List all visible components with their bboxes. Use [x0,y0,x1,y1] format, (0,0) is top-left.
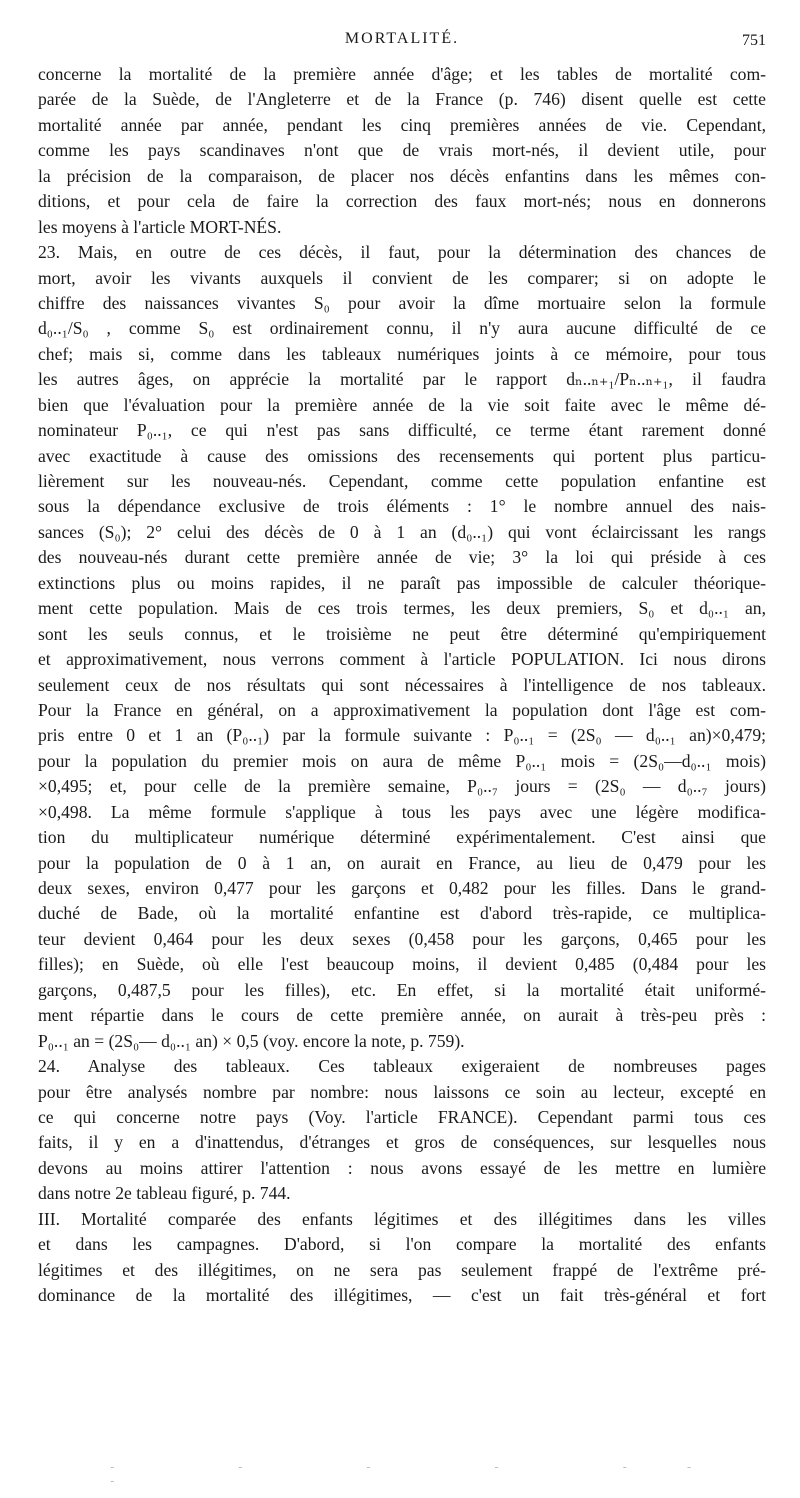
document-page [38,22,766,1308]
text-line: et approximativement, nous verrons comment à l'article POPULATION. Ici nous dirons [38,649,766,670]
text-line: des nouveau-nés durant cette première année de vie; 3° la loi qui préside à ces [38,547,766,568]
text-line: devons au moins attirer l'attention : nous avons essayé de les mettre en lumière [38,1157,766,1178]
text-line: ×0,498. La même formule s'applique à tous les pays avec une légère modifica- [38,801,766,822]
text-line: sont les seuls connus, et le troisième ne peut être déterminé qu'empiriquement [38,623,766,644]
paragraph [38,240,766,1054]
footer-smudge-marks: - - - - -- - [110,1460,752,1488]
text-line: pour être analysés nombre par nombre: nous laissons ce soin au lecteur, excepté en [38,1081,766,1102]
text-line: parée de la Suède, de l'Angleterre et de la France (p. 746) disent quelle est cette [38,89,766,110]
text-line: ce qui concerne notre pays (Voy. l'article FRANCE). Cependant parmi tous ces [38,1106,766,1127]
text-line: III. Mortalité comparée des enfants légitimes et des illégitimes dans les villes [38,1208,766,1229]
text-line: les moyens à l'article MORT-NÉS. [38,216,282,237]
text-line: teur devient 0,464 pour les deux sexes (0,458 pour les garçons, 0,465 pour les [38,928,766,949]
text-line: seulement ceux de nos résultats qui sont nécessaires à l'intelligence de nos tableaux. [38,674,766,695]
text-line: ditions, et pour cela de faire la correction des faux mort-nés; nous en donnerons [38,191,766,212]
text-line: duché de Bade, où la mortalité enfantine est d'abord très-rapide, ce multiplica- [38,903,766,924]
text-line: bien que l'évaluation pour la première année de la vie soit faite avec le même dé- [38,394,766,415]
text-line: deux sexes, environ 0,477 pour les garçons et 0,482 pour les filles. Dans le grand- [38,878,766,898]
text-line: légitimes et des illégitimes, on ne sera pas seulement frappé de l'extrême pré- [38,1259,766,1280]
text-line: mort, avoir les vivants auxquels il convient de les comparer; si on adopte le [38,267,766,288]
text-line: avec exactitude à cause des omissions des recensements qui portent plus particu- [38,445,766,466]
text-line: faits, il y en a d'inattendus, d'étranges et gros de conséquences, sur lesquelles nous [38,1132,766,1153]
text-line: extinctions plus ou moins rapides, il ne paraît pas impossible de calculer théorique- [38,572,766,593]
text-line: pour la population de 0 à 1 an, on aurait en France, au lieu de 0,479 pour les [38,852,766,873]
paragraph [38,1207,766,1309]
text-line: lièrement sur les nouveau-nés. Cependant, comme cette population enfantine est [38,471,766,491]
text-line: 23. Mais, en outre de ces décès, il faut, pour la détermination des chances de [38,242,766,263]
text-line: d₀..₁/S₀ , comme S₀ est ordinairement connu, il n'y aura aucune difficulté de ce [38,318,766,339]
text-line: pour la population du premier mois on aura de même P₀..₁ mois = (2S₀—d₀..₁ mois) [38,750,766,771]
text-line: ment cette population. Mais de ces trois termes, les deux premiers, S₀ et d₀..₁ an, [38,598,766,619]
text-line: comme les pays scandinaves n'ont que de vrais mort-nés, il devient utile, pour [38,140,766,161]
text-line: chef; mais si, comme dans les tableaux numériques joints à ce mémoire, pour tous [38,343,766,364]
text-line: dans notre 2e tableau figuré, p. 744. [38,1183,291,1204]
text-line: dominance de la mortalité des illégitimes, — c'est un fait très-général et fort [38,1285,766,1305]
body-text [38,62,766,1308]
text-line: les autres âges, on apprécie la mortalité par le rapport dₙ..ₙ₊₁/Pₙ..ₙ₊₁, il faudra [38,369,766,390]
text-line: ×0,495; et, pour celle de la première semaine, P₀..₇ jours = (2S₀ — d₀..₇ jours) [38,776,766,797]
text-line: garçons, 0,487,5 pour les filles), etc. En effet, si la mortalité était uniformé- [38,979,766,1000]
text-line: ment répartie dans le cours de cette première année, on aurait à très-peu près : [38,1005,766,1026]
text-line: la précision de la comparaison, de placer nos décès enfantins dans les mêmes con- [38,165,766,186]
paragraph [38,62,766,240]
text-line: sous la dépendance exclusive de trois éléments : 1° le nombre annuel des nais- [38,496,766,517]
paragraph [38,1054,766,1207]
page-number: 751 [742,32,766,49]
text-line: mortalité année par année, pendant les cinq premières années de vie. Cependant, [38,114,766,135]
text-line: sances (S₀); 2° celui des décès de 0 à 1 an (d₀..₁) qui vont éclaircissant les rangs [38,521,766,542]
text-line: P₀..₁ an = (2S₀— d₀..₁ an) × 0,5 (voy. encore la note, p. 759). [38,1030,465,1051]
text-line: filles); en Suède, où elle l'est beaucoup moins, il devient 0,485 (0,484 pour les [38,954,766,975]
text-line: pris entre 0 et 1 an (P₀..₁) par la formule suivante : P₀..₁ = (2S₀ — d₀..₁ an)×0,479; [38,725,766,746]
text-line: tion du multiplicateur numérique déterminé expérimentalement. C'est ainsi que [38,827,766,848]
text-line: concerne la mortalité de la première année d'âge; et les tables de mortalité com- [38,64,766,84]
running-title: MORTALITÉ. [344,30,460,47]
page-header [38,22,766,52]
text-line: chiffre des naissances vivantes S₀ pour avoir la dîme mortuaire selon la formule [38,292,766,313]
text-line: et dans les campagnes. D'abord, si l'on compare la mortalité des enfants [38,1234,766,1255]
text-line: nominateur P₀..₁, ce qui n'est pas sans difficulté, ce terme étant rarement donné [38,420,766,441]
text-line: Pour la France en général, on a approximativement la population dont l'âge est com- [38,699,766,720]
text-line: 24. Analyse des tableaux. Ces tableaux exigeraient de nombreuses pages [38,1056,766,1077]
